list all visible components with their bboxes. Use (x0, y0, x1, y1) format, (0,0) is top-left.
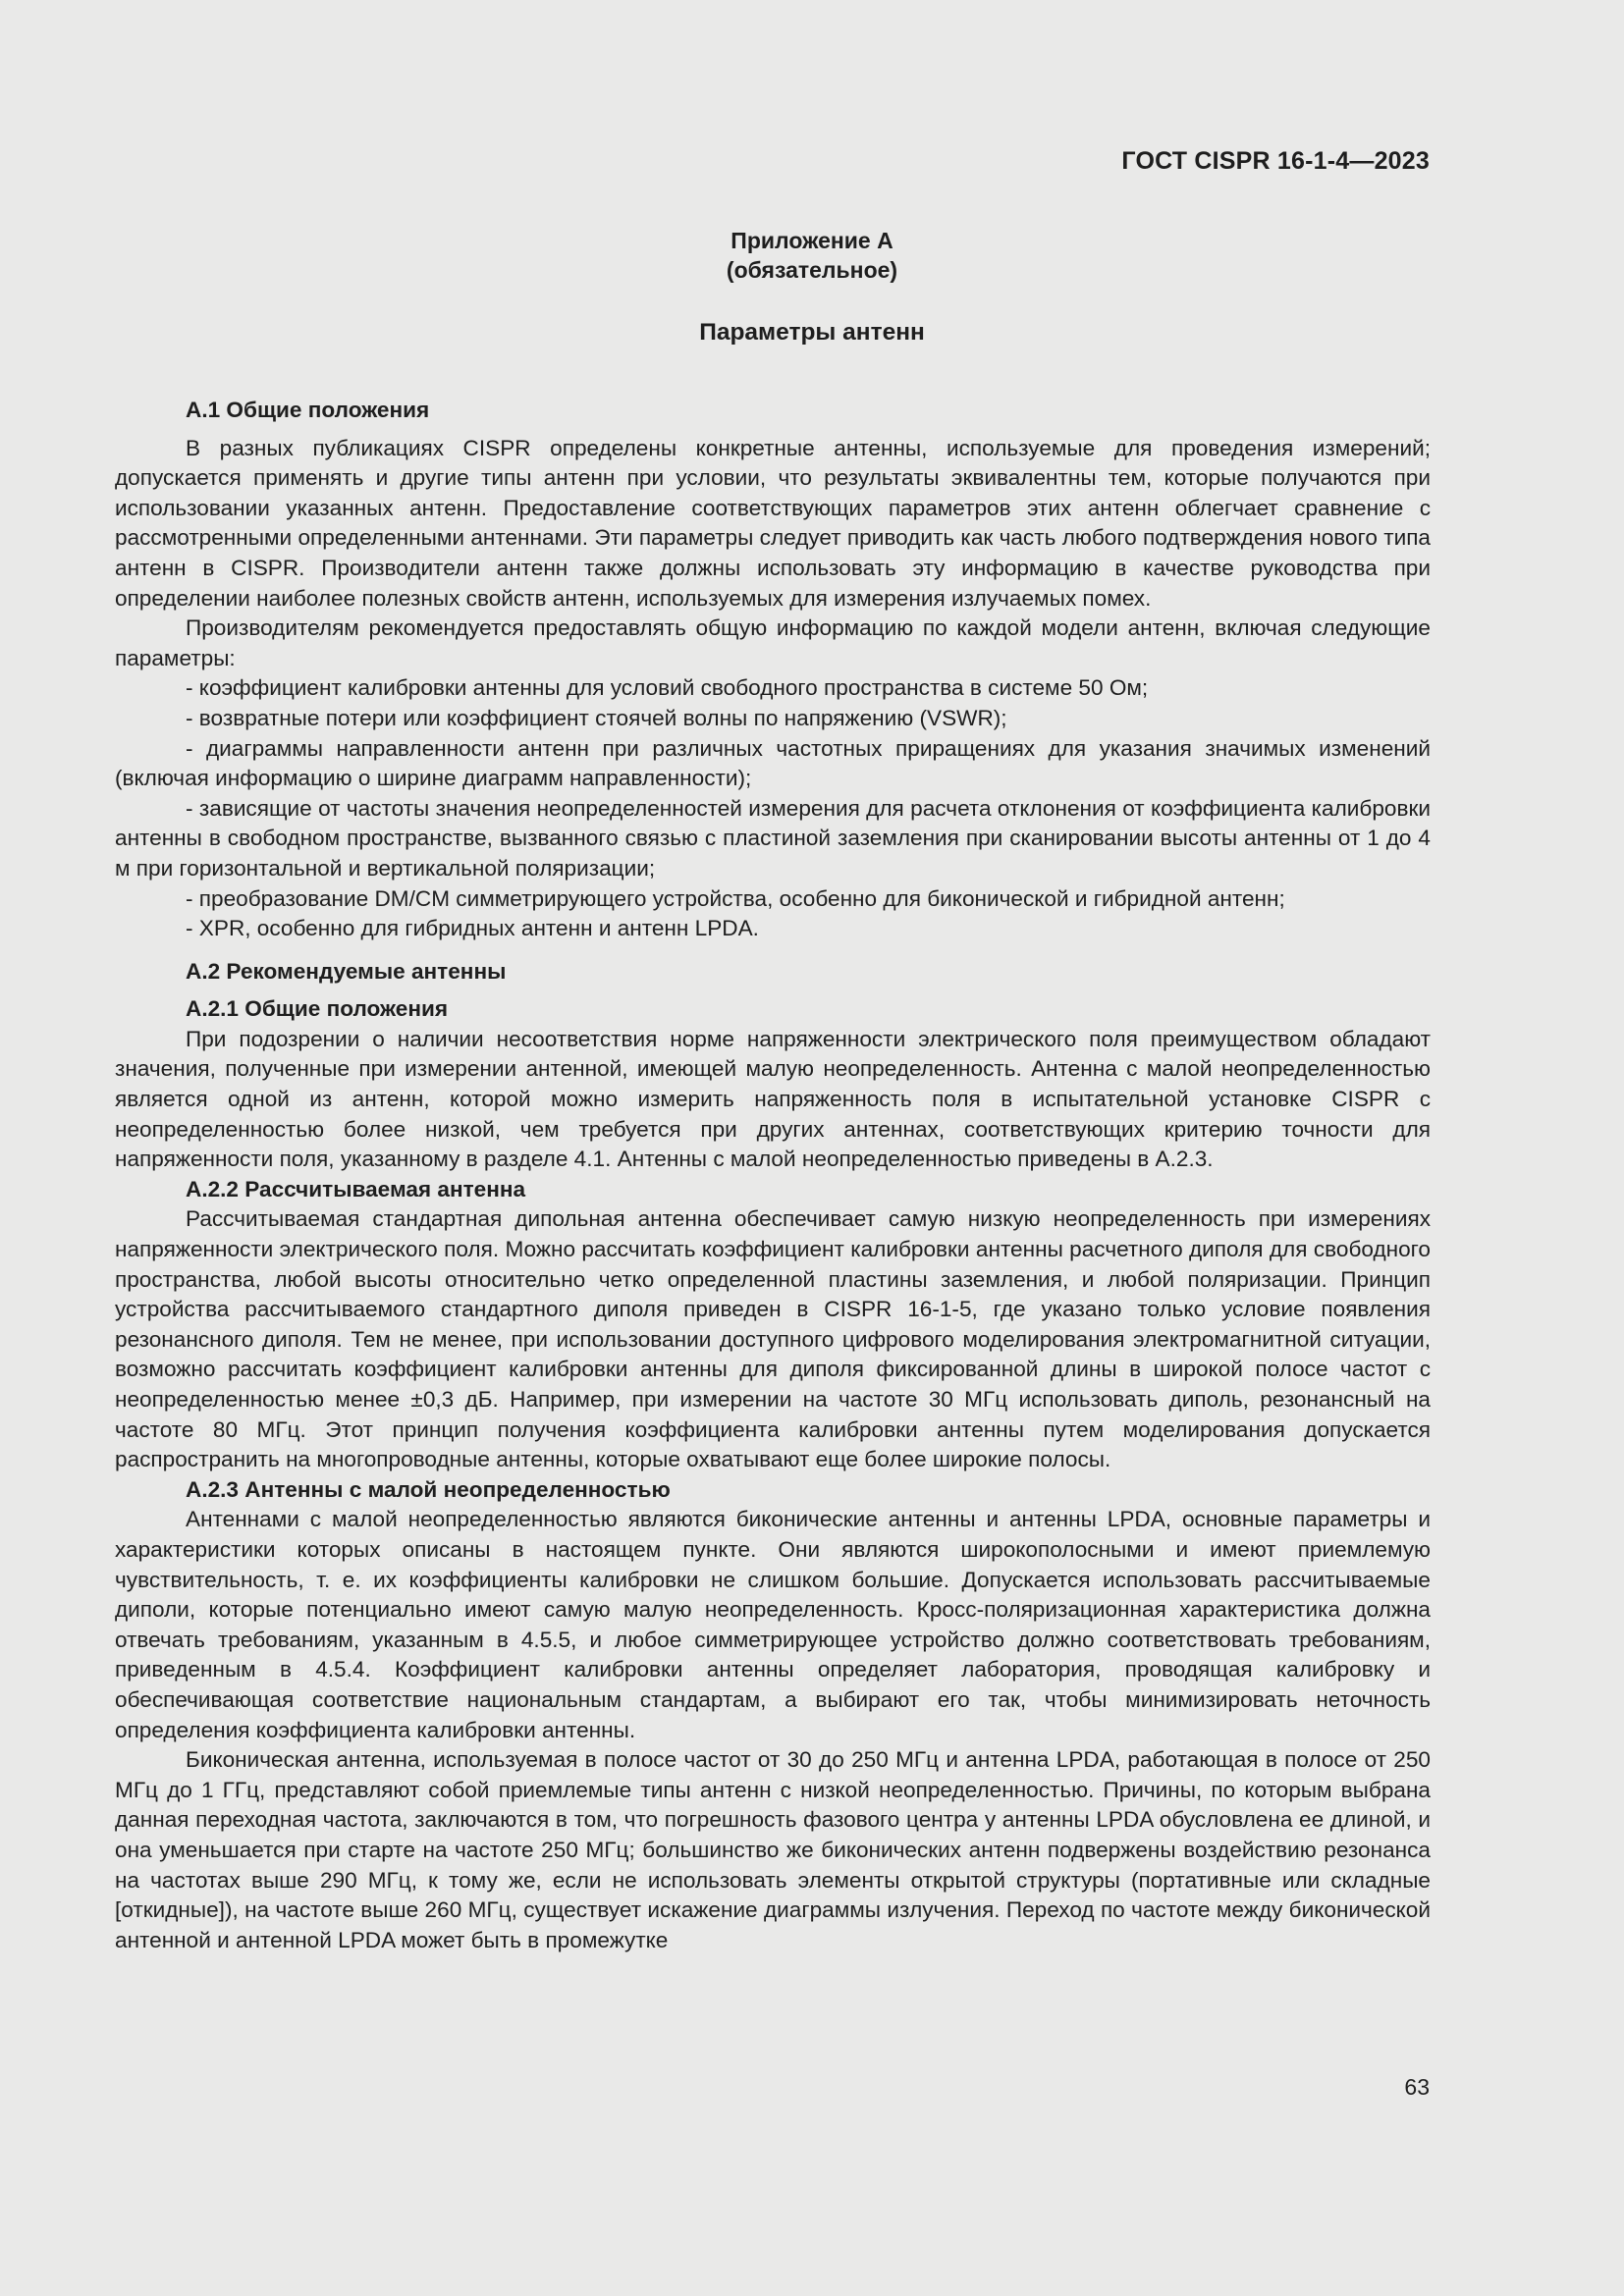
section-heading-a1: А.1 Общие положения (186, 398, 430, 422)
annex-heading (0, 226, 1624, 285)
document-body (115, 396, 1431, 1955)
subsection-heading-a21: А.2.1 Общие положения (186, 996, 449, 1022)
list-item: - коэффициент калибровки антенны для условий свободного пространства в системе 50 Ом; (186, 675, 1149, 701)
annex-label: Приложение А (731, 228, 893, 253)
page-number: 63 (1404, 2074, 1430, 2100)
annex-status: (обязательное) (726, 257, 898, 283)
section-heading-a2: А.2 Рекомендуемые антенны (186, 958, 507, 984)
subsection-heading-a23: А.2.3 Антенны с малой неопределенностью (186, 1476, 671, 1502)
paragraph: В разных публикациях CISPR определены конкретные антенны, используемые для проведения измерений; допускается применять и другие типы антенн при условии, что результаты эквивалентны тем, которые получаются при использовании указанных антенн. Предоставление соответствующих параметров этих антенн облегчает сравнение с рассмотренными определенными антеннами. Эти параметры следует приводить как часть любого подтверждения нового типа антенн в CISPR. Производители антенн также должны использовать эту информацию в качестве руководства при определении наиболее полезных свойств антенн, используемых для измерения излучаемых помех. (115, 435, 1431, 611)
paragraph: Биконическая антенна, используемая в полосе частот от 30 до 250 МГц и антенна LPDA, работающая в полосе от 250 МГц до 1 ГГц, представляют собой приемлемые типы антенн с низкой неопределенностью. Причины, по которым выбрана данная переходная частота, заключаются в том, что погрешность фазового центра у антенны LPDA обусловлена ее длиной, и она уменьшается при старте на частоте 250 МГц; большинство же биконических антенн подвержены воздействию резонанса на частотах выше 290 МГц, к тому же, если не использовать элементы открытой структуры (портативные или складные [откидные]), на частоте выше 260 МГц, существует искажение диаграммы излучения. Переход по частоте между биконической антенной и антенной LPDA может быть в промежутке (115, 1747, 1431, 1952)
paragraph: Антеннами с малой неопределенностью являются биконические антенны и антенны LPDA, основные параметры и характеристики которых описаны в настоящем пункте. Они являются широкополосными и имеют приемлемую чувствительность, т. е. их коэффициенты калибровки не слишком большие. Допускается использовать рассчитываемые диполи, которые потенциально имеют самую малую неопределенность. Кросс-поляризационная характеристика должна отвечать требованиям, указанным в 4.5.5, и любое симметрирующее устройство должно соответствовать требованиям, приведенным в 4.5.4. Коэффициент калибровки антенны определяет лаборатория, проводящая калибровку и обеспечивающая соответствие национальным стандартам, а выбирают его так, чтобы минимизировать неточность определения коэффициента калибровки антенны. (115, 1507, 1431, 1742)
list-item: - XPR, особенно для гибридных антенн и антенн LPDA. (186, 916, 759, 941)
subsection-heading-a22: А.2.2 Рассчитываемая антенна (186, 1176, 526, 1201)
list-item: - зависящие от частоты значения неопределенностей измерения для расчета отклонения от коэффициента калибровки антенны в свободном пространстве, вызванного связью с пластиной заземления при сканировании высоты антенны от 1 до 4 м при горизонтальной и вертикальной поляризации; (115, 795, 1431, 881)
list-item: - преобразование DM/CM симметрирующего устройства, особенно для биконической и гибридной антенн; (186, 885, 1285, 911)
paragraph: При подозрении о наличии несоответствия норме напряженности электрического поля преимуществом обладают значения, полученные при измерении антенной, имеющей малую неопределенность. Антенна с малой неопределенностью является одной из антенн, которой можно измерить напряженность поля в испытательной установке CISPR с неопределенностью более низкой, чем требуется при других антеннах, соответствующих критерию точности для напряженности поля, указанному в разделе 4.1. Антенны с малой неопределенностью приведены в А.2.3. (115, 1026, 1431, 1172)
paragraph: Производителям рекомендуется предоставлять общую информацию по каждой модели антенн, включая следующие параметры: (115, 615, 1431, 670)
paragraph: Рассчитываемая стандартная дипольная антенна обеспечивает самую низкую неопределенность при измерениях напряженности электрического поля. Можно рассчитать коэффициент калибровки антенны расчетного диполя для свободного пространства, любой высоты относительно четко определенной пластины заземления, и любой поляризации. Принцип устройства рассчитываемого стандартного диполя приведен в CISPR 16-1-5, где указано только условие появления резонансного диполя. Тем не менее, при использовании доступного цифрового моделирования электромагнитной ситуации, возможно рассчитать коэффициент калибровки антенны для диполя фиксированной длины в широкой полосе частот с неопределенностью менее ±0,3 дБ. Например, при измерении на частоте 30 МГц использовать диполь, резонансный на частоте 80 МГц. Этот принцип получения коэффициента калибровки антенны путем моделирования допускается распространить на многопроводные антенны, которые охватывают еще более широкие полосы. (115, 1206, 1431, 1472)
annex-title: Параметры антенн (699, 319, 925, 346)
list-item: - возвратные потери или коэффициент стоячей волны по напряжению (VSWR); (186, 705, 1007, 730)
document-code: ГОСТ CISPR 16-1-4—2023 (1121, 147, 1430, 175)
list-item: - диаграммы направленности антенн при различных частотных приращениях для указания значимых изменений (включая информацию о ширине диаграмм направленности); (115, 735, 1431, 791)
